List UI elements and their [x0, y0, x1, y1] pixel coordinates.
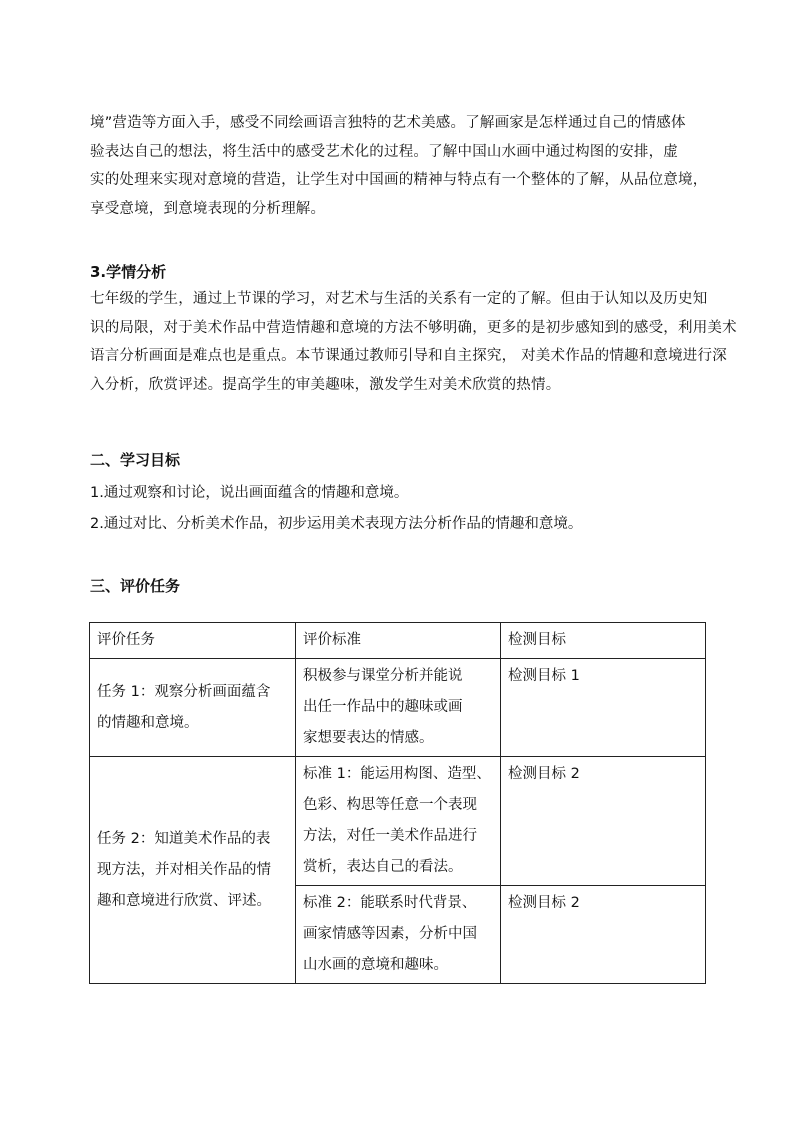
goal-item: 2.通过对比、分析美术作品，初步运用美术表现方法分析作品的情趣和意境。	[90, 516, 583, 532]
cell-text-line: 出任一作品中的趣味或画	[303, 699, 463, 715]
cell-text-line: 标准 2：能联系时代背景、	[303, 895, 477, 911]
text-line: 入分析，欣赏评述。提高学生的审美趣味，激发学生对美术欣赏的热情。	[90, 376, 561, 393]
cell-text-line: 趣和意境进行欣赏、评述。	[97, 892, 271, 909]
text-line: 验表达自己的想法，将生活中的感受艺术化的过程。了解中国山水画中通过构图的安排，虚	[90, 143, 678, 160]
target-cell: 检测目标 1	[501, 659, 706, 757]
learning-analysis-paragraph	[90, 285, 737, 399]
table-row	[90, 659, 706, 757]
cell-text-line: 任务 1：观察分析画面蕴含	[97, 683, 271, 700]
cell-text-line: 方法，对任一美术作品进行	[303, 828, 477, 844]
task-cell	[90, 757, 296, 984]
cell-text-line: 色彩、构思等任意一个表现	[303, 797, 477, 813]
text-line: 七年级的学生，通过上节课的学习，对艺术与生活的关系有一定的了解。但由于认知以及历史知	[90, 291, 708, 307]
intro-paragraph	[90, 109, 710, 223]
text-line: 识的局限，对于美术作品中营造情趣和意境的方法不够明确，更多的是初步感知到的感受，利用美术	[90, 319, 737, 336]
text-line: 享受意境，到意境表现的分析理解。	[90, 200, 326, 217]
section-heading-evaluation-tasks: 三、评价任务	[90, 577, 181, 595]
section-heading-learning-goals: 二、学习目标	[90, 451, 181, 469]
cell-text-line: 任务 2：知道美术作品的表	[97, 830, 271, 847]
table-header-cell: 评价标准	[296, 623, 501, 659]
target-cell: 检测目标 2	[501, 757, 706, 886]
goal-item: 1.通过观察和讨论，说出画面蕴含的情趣和意境。	[90, 485, 409, 501]
cell-text-line: 的情趣和意境。	[97, 714, 199, 731]
text-line: 语言分析画面是难点也是重点。本节课通过教师引导和自主探究， 对美术作品的情趣和意境进行深	[90, 348, 727, 364]
target-cell: 检测目标 2	[501, 886, 706, 984]
task-cell	[90, 659, 296, 757]
cell-text-line: 画家情感等因素，分析中国	[303, 926, 477, 942]
cell-text-line: 家想要表达的情感。	[303, 730, 434, 746]
table-header-cell: 评价任务	[90, 623, 296, 659]
cell-text-line: 赏析，表达自己的看法。	[303, 859, 463, 875]
standard-cell	[296, 659, 501, 757]
cell-text-line: 积极参与课堂分析并能说	[303, 668, 463, 684]
evaluation-table	[89, 622, 706, 984]
table-row	[90, 757, 706, 886]
text-line: 境”营造等方面入手，感受不同绘画语言独特的艺术美感。了解画家是怎样通过自己的情感体	[90, 115, 686, 131]
section-heading-learning-analysis: 3.学情分析	[90, 263, 167, 281]
table-header-row	[90, 623, 706, 659]
standard-cell	[296, 886, 501, 984]
table-header-cell: 检测目标	[501, 623, 706, 659]
cell-text-line: 山水画的意境和趣味。	[303, 957, 448, 973]
text-line: 实的处理来实现对意境的营造，让学生对中国画的精神与特点有一个整体的了解，从品位意境，	[90, 172, 708, 188]
cell-text-line: 现方法，并对相关作品的情	[97, 861, 271, 878]
cell-text-line: 标准 1：能运用构图、造型、	[303, 766, 491, 782]
standard-cell	[296, 757, 501, 886]
